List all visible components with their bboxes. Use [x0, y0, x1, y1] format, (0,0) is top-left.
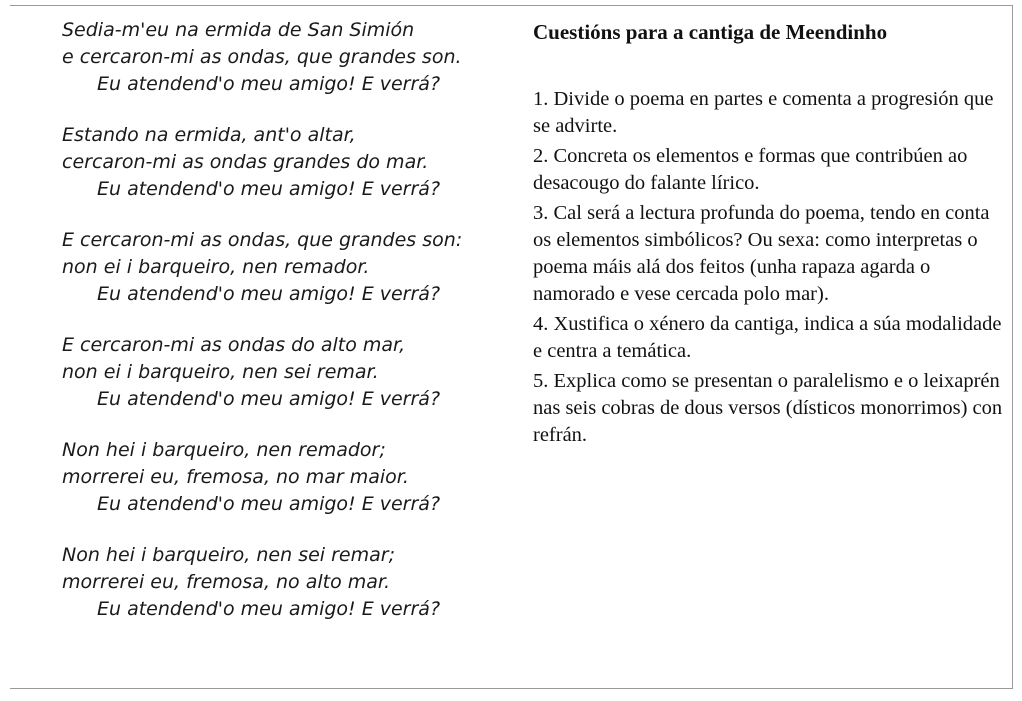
- poem-stanza-3: [62, 227, 512, 308]
- poem-refrain: Eu atendend'o meu amigo! E verrá?: [97, 178, 441, 200]
- poem-verse: e cercaron-mi as ondas, que grandes son.: [62, 46, 462, 68]
- poem-verse: Non hei i barqueiro, nen sei remar;: [62, 544, 395, 566]
- question-item: 3. Cal será a lectura profunda do poema, tendo en conta os elementos simbólicos? Ou sexa: como interpretas o poema máis alá dos feitos (unha rapaza agarda o namorado e vese cercada polo mar).: [533, 202, 990, 305]
- poem-verse: cercaron-mi as ondas grandes do mar.: [62, 151, 429, 173]
- poem-stanza-4: [62, 332, 512, 413]
- poem-verse: morrerei eu, fremosa, no alto mar.: [62, 571, 391, 593]
- poem-refrain: Eu atendend'o meu amigo! E verrá?: [97, 283, 441, 305]
- question-item: 5. Explica como se presentan o paralelismo e o leixaprén nas seis cobras de dous versos (dísticos monorrimos) con refrán.: [533, 370, 1003, 446]
- poem-verse: Estando na ermida, ant'o altar,: [62, 124, 356, 146]
- poem-refrain: Eu atendend'o meu amigo! E verrá?: [97, 493, 441, 515]
- poem-stanza-5: [62, 437, 512, 518]
- question-item: 1. Divide o poema en partes e comenta a progresión que se advirte.: [533, 88, 994, 137]
- poem-refrain: Eu atendend'o meu amigo! E verrá?: [97, 73, 441, 95]
- poem-stanza-2: [62, 122, 512, 203]
- questions-title: Cuestións para a cantiga de Meendinho: [533, 20, 888, 44]
- poem-stanza-1: [62, 17, 512, 98]
- poem-verse: morrerei eu, fremosa, no mar maior.: [62, 466, 409, 488]
- poem-verse: Non hei i barqueiro, nen remador;: [62, 439, 386, 461]
- poem-refrain: Eu atendend'o meu amigo! E verrá?: [97, 388, 441, 410]
- poem-refrain: Eu atendend'o meu amigo! E verrá?: [97, 598, 441, 620]
- poem-verse: non ei i barqueiro, nen sei remar.: [62, 361, 379, 383]
- question-item: 4. Xustifica o xénero da cantiga, indica a súa modalidade e centra a temática.: [533, 313, 1002, 362]
- poem-verse: E cercaron-mi as ondas, que grandes son:: [62, 229, 463, 251]
- poem-column: [62, 17, 512, 647]
- questions-list: [533, 86, 1003, 449]
- poem-stanza-6: [62, 542, 512, 623]
- questions-column: [533, 18, 1003, 452]
- poem-verse: non ei i barqueiro, nen remador.: [62, 256, 370, 278]
- poem-verse: Sedia-m'eu na ermida de San Simión: [62, 19, 415, 41]
- question-item: 2. Concreta os elementos e formas que contribúen ao desacougo do falante lírico.: [533, 145, 968, 194]
- poem-verse: E cercaron-mi as ondas do alto mar,: [62, 334, 406, 356]
